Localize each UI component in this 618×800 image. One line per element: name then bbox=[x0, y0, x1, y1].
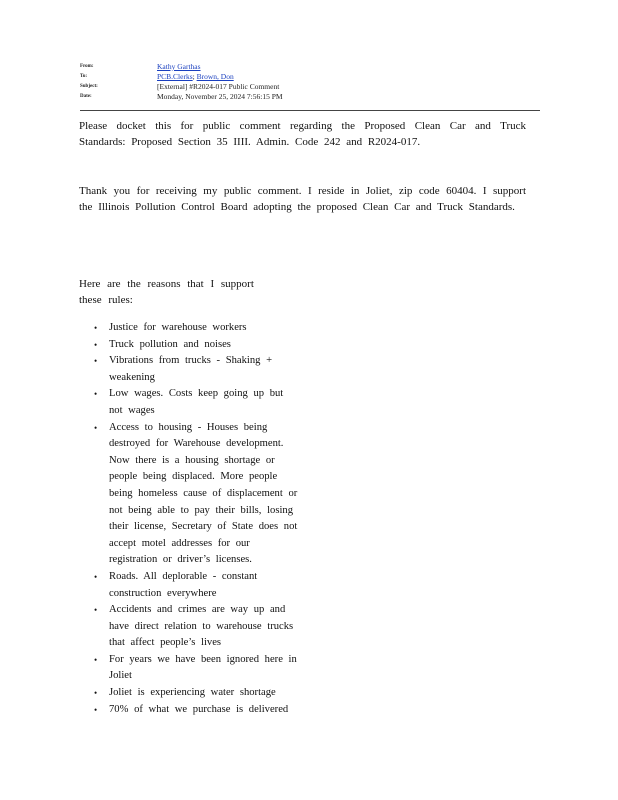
reason-text: 70% of what we purchase is delivered bbox=[109, 703, 289, 715]
to-link-brown[interactable]: Brown, Don bbox=[196, 72, 234, 81]
bullet-icon: • bbox=[94, 422, 98, 433]
list-item bbox=[94, 569, 299, 602]
bullet-icon: • bbox=[94, 323, 98, 333]
bullet-icon: • bbox=[94, 704, 98, 715]
reason-text: Vibrations from trucks - Shaking + weakening bbox=[109, 355, 273, 383]
date-label: Date: bbox=[80, 94, 92, 99]
reasons-intro-paragraph: Here are the reasons that I support these rules: bbox=[79, 278, 254, 306]
bullet-icon: • bbox=[94, 571, 98, 582]
from-link[interactable]: Kathy Garthas bbox=[157, 62, 201, 71]
list-item bbox=[94, 386, 299, 419]
header-divider bbox=[80, 110, 540, 111]
list-item bbox=[94, 602, 299, 652]
subject-value: [External] #R2024-017 Public Comment bbox=[157, 82, 280, 91]
from-row bbox=[80, 62, 540, 72]
reason-text: Justice for warehouse workers bbox=[109, 322, 247, 333]
list-item bbox=[94, 702, 299, 719]
support-statement-paragraph: Thank you for receiving my public comment. I reside in Joliet, zip code 60404. I support the Illinois Pollution Control Board adopting the proposed Clean Car and Truck Standards. bbox=[79, 185, 526, 213]
bullet-icon: • bbox=[94, 654, 98, 665]
reason-text: Accidents and crimes are way up and have direct relation to warehouse trucks that affect people’s lives bbox=[109, 604, 294, 649]
reason-text: Roads. All deplorable - constant construction everywhere bbox=[109, 570, 258, 599]
bullet-icon: • bbox=[94, 339, 98, 350]
bullet-icon: • bbox=[94, 688, 98, 699]
reason-text: Joliet is experiencing water shortage bbox=[109, 687, 276, 699]
list-item bbox=[94, 685, 299, 702]
bullet-icon: • bbox=[94, 356, 98, 367]
to-label: To: bbox=[80, 74, 88, 79]
from-label: From: bbox=[80, 64, 94, 69]
email-header bbox=[80, 62, 540, 102]
subject-label: Subject: bbox=[80, 84, 98, 89]
to-link-clerks[interactable]: PCB.Clerks bbox=[157, 72, 193, 81]
list-item bbox=[94, 320, 299, 337]
to-row bbox=[80, 72, 540, 82]
subject-row bbox=[80, 82, 540, 92]
date-row bbox=[80, 92, 540, 102]
list-item bbox=[94, 420, 299, 569]
docket-request-paragraph: Please docket this for public comment regarding the Proposed Clean Car and Truck Standards: Proposed Section 35 IIII. Admin. Code 242 and R2024-017. bbox=[79, 120, 526, 148]
list-item bbox=[94, 353, 299, 386]
reason-text: Low wages. Costs keep going up but not wages bbox=[109, 388, 284, 416]
date-value: Monday, November 25, 2024 7:56:15 PM bbox=[157, 92, 283, 101]
to-separator: ; bbox=[192, 72, 197, 81]
list-item bbox=[94, 652, 299, 685]
reason-text: For years we have been ignored here in Joliet bbox=[109, 653, 297, 682]
bullet-icon: • bbox=[94, 605, 98, 616]
reason-text: Truck pollution and noises bbox=[109, 338, 231, 350]
list-item bbox=[94, 337, 299, 354]
reasons-list bbox=[94, 320, 299, 718]
reason-text: Access to housing - Houses being destroyed for Warehouse development. Now there is a housing shortage or people being displaced. More people being homeless cause of displacement or not being able to pay their bills, losing their license, Secretary of State does not accept motel addresses for our registration or driver’s licenses. bbox=[109, 421, 298, 566]
bullet-icon: • bbox=[94, 389, 98, 400]
